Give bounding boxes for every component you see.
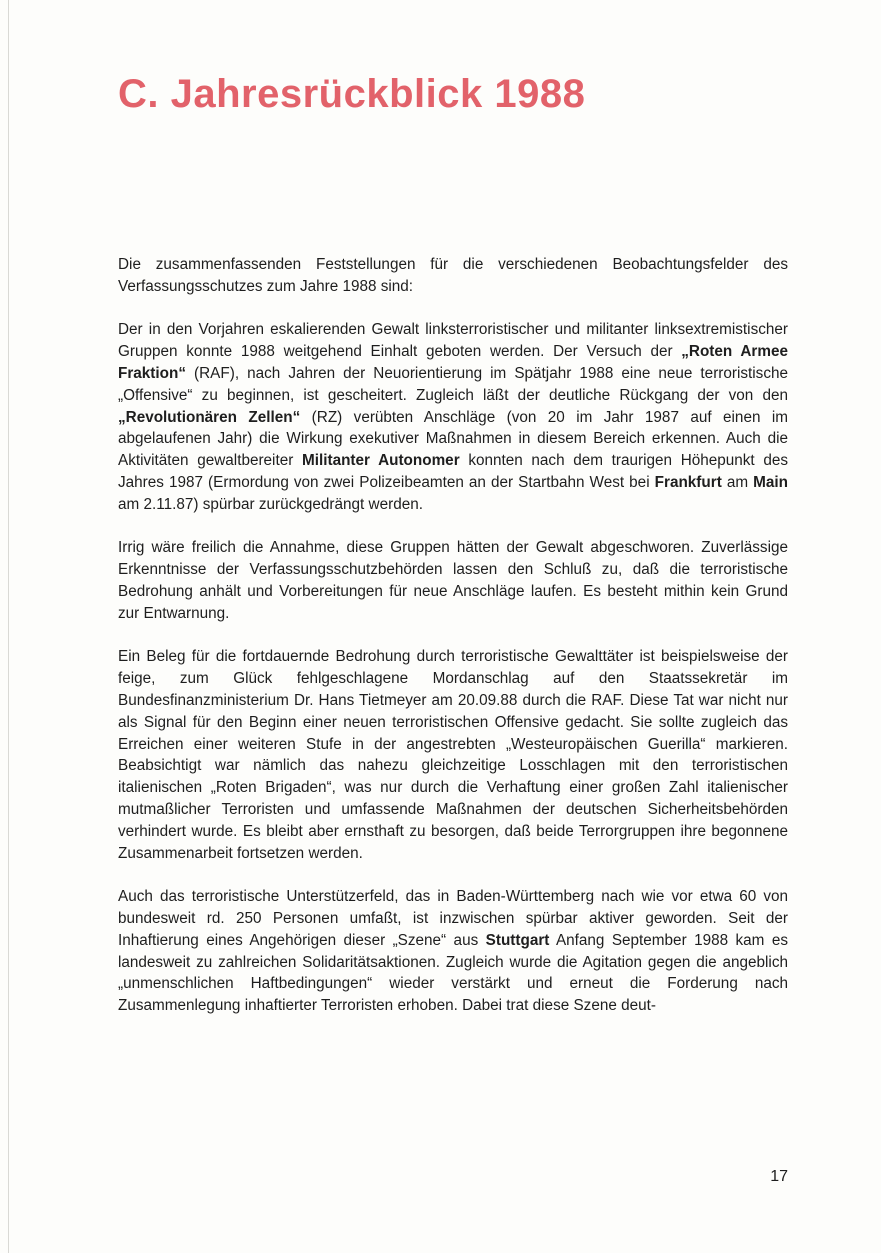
text-segment: am 2.11.87) spürbar zurückgedrängt werden. (118, 495, 423, 513)
text-segment: am (721, 473, 754, 491)
intro-paragraph: Die zusammenfassenden Feststellungen für die verschiedenen Beobachtungsfelder des Verfassungsschutzes zum Jahre 1988 sind: (118, 256, 788, 295)
paragraph-1 (118, 319, 788, 515)
bold-term-frankfurt: Frankfurt (654, 473, 722, 491)
text-segment: Der in den Vorjahren eskalierenden Gewalt linksterroristischer und militanter linksextremistischer Gruppen konnte 1988 weitgehend Einhalt geboten werden. Der Versuch der (118, 321, 788, 361)
paragraph-2: Irrig wäre freilich die Annahme, diese Gruppen hätten der Gewalt abgeschworen. Zuverlässige Erkenntnisse der Verfassungsschutzbehörden lassen den Schluß zu, daß die terroristische Bedrohung anhält und Vorbereitungen für neue Anschläge laufen. Es besteht mithin kein Grund zur Entwarnung. (118, 539, 788, 622)
body-text (118, 254, 788, 1017)
bold-term-main: Main (753, 473, 789, 491)
bold-term-autonome: Militanter Autonomer (301, 452, 460, 470)
paragraph-3: Ein Beleg für die fortdauernde Bedrohung durch terroristische Gewalttäter ist beispielsweise der feige, zum Glück fehlgeschlagene Mordanschlag auf den Staatssekretär im Bundesfinanzministerium Dr. Hans Tietmeyer am 20.09.88 durch die RAF. Diese Tat war nicht nur als Signal für den Beginn einer neuen terroristischen Offensive gedacht. Sie sollte zugleich das Erreichen einer weiteren Stufe in der angestrebten „Westeuropäischen Guerilla“ markieren. Beabsichtigt war nämlich das nahezu gleichzeitige Losschlagen mit den terroristischen italienischen „Roten Brigaden“, was nur durch die Verhaftung einer großen Zahl italienischer mutmaßlicher Terroristen und umfassende Maßnahmen der deutschen Sicherheitsbehörden verhindert wurde. Es bleibt aber ernsthaft zu besorgen, daß beide Terrorgruppen ihre begonnene Zusammenarbeit fortsetzen werden. (118, 648, 788, 862)
paragraph-4 (118, 886, 788, 1017)
text-segment: (RAF), nach Jahren der Neuorientierung im Spätjahr 1988 eine neue terroristische „Offensive“ zu beginnen, ist gescheitert. Zugleich läßt der deutliche Rückgang der von den (118, 364, 788, 404)
bold-term-raf: „Roten Armee Fraktion“ (118, 343, 788, 382)
page-heading: C. Jahresrückblick 1988 (118, 72, 586, 116)
text-segment: konnten nach dem traurigen Höhepunkt des Jahres 1987 (Ermordung von zwei Polizeibeamten an der Startbahn West bei (118, 452, 789, 491)
page-number: 17 (770, 1168, 788, 1185)
text-segment: Auch das terroristische Unterstützerfeld, das in Baden-Württemberg nach wie vor etwa 60 von bundesweit rd. 250 Personen umfaßt, ist inzwischen spürbar aktiver geworden. Seit der Inhaftierung eines Angehörigen dieser „Szene“ aus (118, 888, 788, 949)
text-segment: Anfang September 1988 kam es landesweit zu zahlreichen Solidaritätsaktionen. Zugleich wurde die Agitation gegen die angeblich „unmenschlichen Haftbedingungen“ wieder verstärkt und erneut die Forderung nach Zusammenlegung inhaftierter Terroristen erhoben. Dabei trat diese Szene deut- (118, 931, 788, 1015)
page-edge (8, 0, 9, 1253)
text-segment: (RZ) verübten Anschläge (von 20 im Jahr 1987 auf einen im abgelaufenen Jahr) die Wirkung exekutiver Maßnahmen in diesem Bereich erkennen. Auch die Aktivitäten gewaltbereiter (118, 408, 789, 470)
bold-term-rz: „Revolutionären Zellen“ (118, 408, 301, 426)
bold-term-stuttgart: Stuttgart (485, 931, 550, 949)
